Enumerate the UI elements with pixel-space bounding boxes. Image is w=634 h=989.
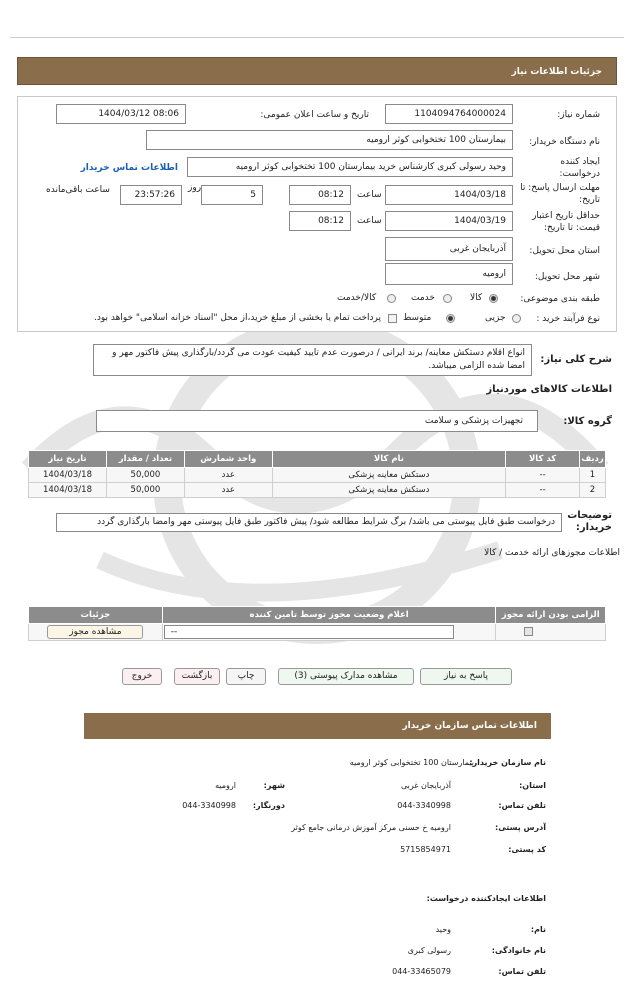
need-number-label: شماره نیاز: [557,110,600,120]
process-option-minor: جزیی [485,313,506,323]
permits-col-details: جزئیات [29,607,163,624]
goods-cell: 2 [580,483,606,498]
goods-col-qty: تعداد / مقدار [106,451,184,468]
contact-fax-label: دورنگار: [252,801,285,810]
creator-last-name: رسولی کبری [407,946,451,955]
announce-label: تاریخ و ساعت اعلان عمومی: [260,110,369,120]
back-button[interactable]: بازگشت [174,668,220,685]
creator-field: وحید رسولی کبری کارشناس خرید بیمارستان 100 تختخوابی کوثر ارومیه [187,157,513,177]
contact-postal: 5715854971 [400,845,451,854]
permit-status-cell [162,624,496,641]
goods-cell: 50,000 [106,468,184,483]
category-label: طبقه بندی موضوعی: [520,294,600,304]
permit-required-checkbox [524,627,533,636]
table-row [29,624,606,641]
category-option-goods: کالا [470,293,483,303]
payment-note: پرداخت تمام یا بخشی از مبلغ خرید،از محل "اسناد خزانه اسلامی" خواهد بود. [93,313,381,323]
creator-phone: 044-33465079 [392,967,451,976]
reply-date-field: 1404/03/18 [385,185,513,205]
contact-phone: 044-3340998 [397,801,451,810]
creator-info-title: اطلاعات ایجادکننده درخواست: [426,894,546,903]
goods-cell: 1404/03/18 [29,468,107,483]
contact-postal-label: کد پستی: [508,845,546,854]
goods-col-date: تاریخ نیاز [29,451,107,468]
goods-group-field: تجهیزات پزشکی و سلامت [96,410,538,432]
goods-col-name: نام کالا [272,451,505,468]
category-radio-both[interactable] [387,294,396,303]
buyer-notes-field: درخواست طبق فایل پیوستی می باشد/ برگ شرایط مطالعه شود/ پیش فاکتور طبق فایل پیوستی مهر وامضا بارگذاری گردد [56,513,562,532]
contact-fax: 044-3340998 [182,801,236,810]
category-radio-goods[interactable] [489,294,498,303]
exit-button[interactable]: خروج [122,668,162,685]
table-row [29,483,606,498]
validity-date-field: 1404/03/19 [385,211,513,231]
need-number-field: 1104094764000024 [385,104,513,124]
table-row [29,468,606,483]
process-label: نوع فرآیند خرید : [536,314,600,324]
summary-label: شرح کلی نیاز: [540,354,612,365]
creator-label-2: درخواست: [559,169,600,179]
reply-button[interactable]: پاسخ به نیاز [420,668,512,685]
day-label: روز [188,183,202,193]
contact-province-label: استان: [519,781,546,790]
contact-city: ارومیه [215,781,236,790]
process-radio-medium[interactable] [446,314,455,323]
validity-label-2: قیمت: تا تاریخ: [544,223,600,233]
goods-table [28,450,606,498]
reply-time-field: 08:12 [289,185,351,205]
goods-cell: -- [506,483,580,498]
contact-phone-label: تلفن تماس: [498,801,546,810]
city-label: شهر محل تحویل: [534,272,600,282]
contact-address-label: آدرس پستی: [495,823,546,832]
goods-cell: 1404/03/18 [29,483,107,498]
view-permit-button[interactable]: مشاهده مجوز [47,625,143,639]
goods-cell: دستکش معاینه پزشکی [272,483,505,498]
creator-first-name-label: نام: [530,925,546,934]
validity-time-label: ساعت [357,216,382,226]
goods-cell: 50,000 [106,483,184,498]
buyer-contact-link[interactable]: اطلاعات تماس خریدار [80,163,178,173]
page-title: جزئیات اطلاعات نیاز [17,57,617,85]
days-field: 5 [201,185,263,205]
goods-col-unit: واحد شمارش [184,451,272,468]
goods-group-label: گروه کالا: [563,416,612,427]
creator-label: ایجاد کننده [560,157,600,167]
goods-cell: -- [506,468,580,483]
attachments-button[interactable]: مشاهده مدارک پیوستی (3) [278,668,414,685]
permit-details-cell [29,624,163,641]
province-label: استان محل تحویل: [529,246,600,256]
buyer-notes-label-2: خریدار: [575,522,612,533]
summary-field: انواع اقلام دستکش معاینه/ برند ایرانی / درصورت عدم تایید کیفیت عودت می گردد/بارگذاری پیش فاکتور مهر و امضا شده الزامی میباشد. [93,344,532,376]
goods-cell: دستکش معاینه پزشکی [272,468,505,483]
contact-address: ارومیه خ حسنی مرکز آموزش درمانی جامع کوثر [291,823,451,832]
goods-cell: 1 [580,468,606,483]
permit-required-cell [496,624,606,641]
category-option-both: کالا/خدمت [337,293,377,303]
reply-deadline-label-2: تاریخ: [579,195,600,205]
goods-section-title: اطلاعات کالاهای موردنیاز [486,384,612,395]
process-option-medium: متوسط [403,313,432,323]
print-button[interactable]: چاپ [226,668,266,685]
permits-col-required: الزامی بودن ارائه مجوز [496,607,606,624]
permits-col-status: اعلام وضعیت مجوز توسط تامین کننده [162,607,496,624]
remaining-label: ساعت باقی‌مانده [46,185,110,195]
buyer-org-label: نام دستگاه خریدار: [529,137,600,147]
validity-label: حداقل تاریخ اعتبار [532,211,600,221]
creator-phone-label: تلفن تماس: [498,967,546,976]
permits-table [28,606,606,641]
permits-title: اطلاعات مجوزهای ارائه خدمت / کالا [484,548,620,558]
goods-cell: عدد [184,468,272,483]
province-field: آذربایجان غربی [385,237,513,261]
top-divider [10,37,624,38]
goods-col-code: کد کالا [506,451,580,468]
announce-field: 1404/03/12 08:06 [56,104,186,124]
category-radio-service[interactable] [443,294,452,303]
payment-checkbox[interactable] [388,314,397,323]
remaining-time-field: 23:57:26 [120,185,182,205]
validity-time-field: 08:12 [289,211,351,231]
goods-col-row: ردیف [580,451,606,468]
creator-last-name-label: نام خانوادگی: [491,946,546,955]
buyer-org-field: بیمارستان 100 تختخوابی کوثر ارومیه [146,130,513,150]
goods-cell: عدد [184,483,272,498]
reply-time-label: ساعت [357,190,382,200]
contact-province: آذربایجان غربی [400,781,451,790]
category-option-service: خدمت [411,293,435,303]
contact-city-label: شهر: [263,781,285,790]
creator-first-name: وحید [435,925,451,934]
permit-status-field: -- [164,625,454,639]
contact-org-label: نام سازمان خریدار: [469,758,546,767]
buyer-notes-label: توضیحات [567,510,612,521]
reply-deadline-label: مهلت ارسال پاسخ: تا [520,183,600,193]
contact-org: بیمارستان 100 تختخوابی کوثر ارومیه [349,758,474,767]
contact-title: اطلاعات تماس سازمان خریدار [84,713,551,739]
city-field: ارومیه [385,263,513,285]
process-radio-minor[interactable] [512,314,521,323]
